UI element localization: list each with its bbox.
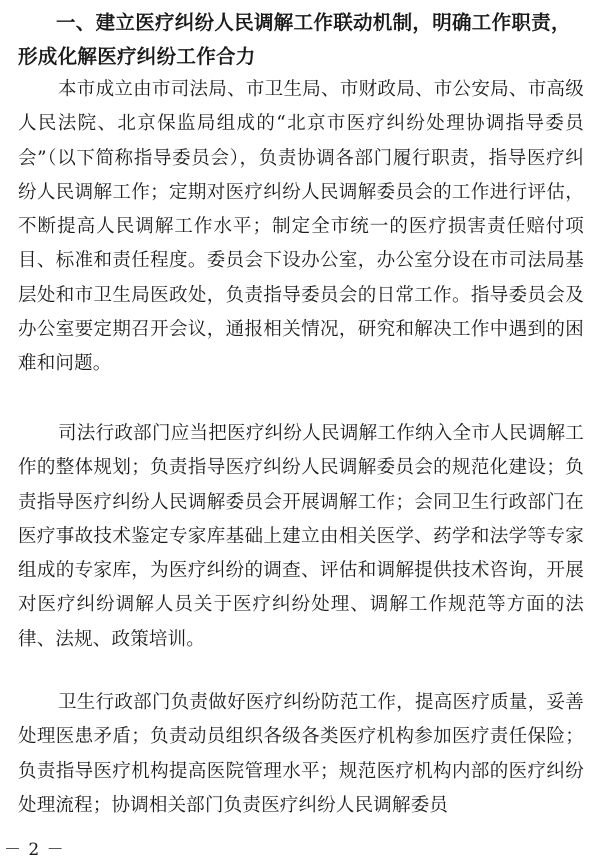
body-paragraph: 卫生行政部门负责做好医疗纠纷防范工作，提高医疗质量，妥善处理医患矛盾；负责动员组织各级各类医疗机构参加医疗责任保险；负责指导医疗机构提高医院管理水平；规范医疗机构内部的医疗纠纷处理流程；协调相关部门负责医疗纠纷人民调解委员: [18, 692, 584, 816]
body-paragraph: 本市成立由市司法局、市卫生局、市财政局、市公安局、市高级人民法院、北京保监局组成的“北京市医疗纠纷处理协调指导委员会”（以下简称指导委员会），负责协调各部门履行职责，指导医疗纠纷人民调解工作；定期对医疗纠纷人民调解委员会的工作进行评估，不断提高人民调解工作水平；制定全市统一的医疗损害责任赔付项目、标准和责任程度。委员会下设办公室，办公室分设在市司法局基层处和市卫生局医政处，负责指导委员会的日常工作。指导委员会及办公室要定期召开会议，通报相关情况，研究和解决工作中遇到的困难和问题。: [18, 79, 584, 375]
body-paragraph: 司法行政部门应当把医疗纠纷人民调解工作纳入全市人民调解工作的整体规划；负责指导医疗纠纷人民调解委员会的规范化建设；负责指导医疗纠纷人民调解委员会开展调解工作；会同卫生行政部门在医疗事故技术鉴定专家库基础上建立由相关医学、药学和法学等专家组成的专家库，为医疗纠纷的调查、评估和调解提供技术咨询，开展对医疗纠纷调解人员关于医疗纠纷处理、调解工作规范等方面的法律、法规、政策培训。: [18, 423, 584, 650]
section-heading: 一、建立医疗纠纷人民调解工作联动机制，明确工作职责，形成化解医疗纠纷工作合力: [18, 11, 571, 68]
page-number: － 2 －: [4, 840, 65, 860]
